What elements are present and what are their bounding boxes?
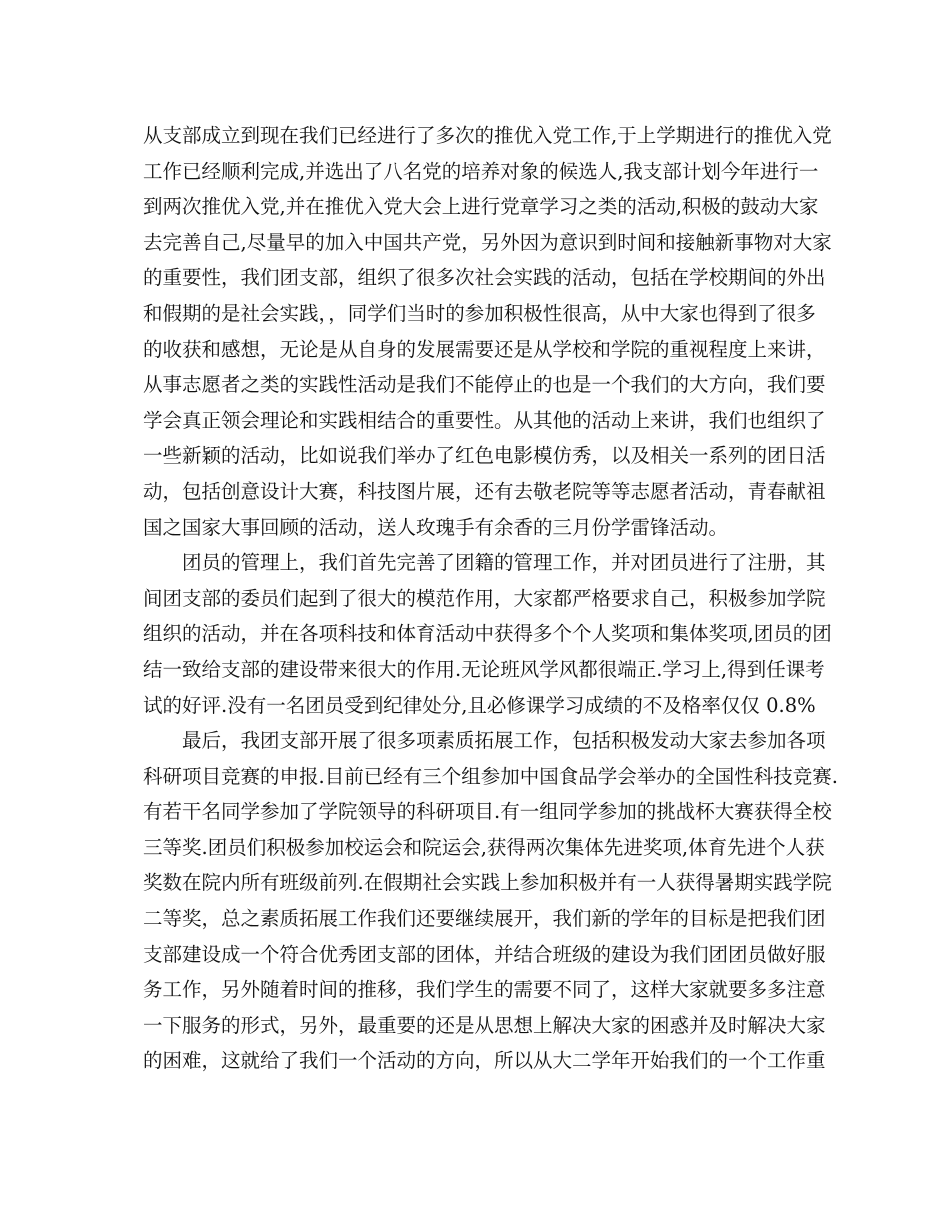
text-line: 间团支部的委员们起到了很大的模范作用，大家都严格要求自己，积极参加学院: [143, 586, 826, 610]
text-line: 结一致给支部的建设带来很大的作用.无论班风学风都很端正.学习上,得到任课考: [143, 657, 825, 681]
text-line: 三等奖.团员们积极参加校运会和院运会,获得两次集体先进奖项,体育先进个人获: [143, 835, 825, 859]
text-line: 二等奖，总之素质拓展工作我们还要继续展开，我们新的学年的目标是把我们团: [143, 907, 826, 931]
text-line: 从事志愿者之类的实践性活动是我们不能停止的也是一个我们的大方向，我们要: [143, 373, 826, 397]
body-text: [143, 118, 838, 1079]
text-line: 到两次推优入党,并在推优入党大会上进行党章学习之类的活动,积极的鼓动大家: [143, 195, 819, 219]
text-line: 奖数在院内所有班级前列.在假期社会实践上参加积极并有一人获得暑期实践学院: [143, 871, 832, 895]
text-line: 试的好评.没有一名团员受到纪律处分,且必修课学习成绩的不及格率仅仅 0.8%: [143, 693, 816, 717]
text-line: 工作已经顺利完成,并选出了八名党的培养对象的候选人,我支部计划今年进行一: [143, 159, 819, 183]
text-line: 一下服务的形式，另外，最重要的还是从思想上解决大家的困惑并及时解决大家: [143, 1013, 826, 1037]
text-line: 的困难，这就给了我们一个活动的方向，所以从大二学年开始我们的一个工作重: [143, 1049, 826, 1073]
text-line: 去完善自己,尽量早的加入中国共产党，另外因为意识到时间和接触新事物对大家: [143, 230, 832, 254]
text-line: 从支部成立到现在我们已经进行了多次的推优入党工作,于上学期进行的推优入党: [143, 124, 832, 147]
text-line: 组织的活动，并在各项科技和体育活动中获得多个个人奖项和集体奖项,团员的团: [143, 622, 832, 646]
paragraph: [143, 723, 838, 1079]
text-line: 一些新颖的活动，比如说我们举办了红色电影模仿秀，以及相关一系列的团日活: [143, 444, 826, 468]
text-line: 和假期的是社会实践，，同学们当时的参加积极性很高，从中大家也得到了很多: [143, 301, 816, 325]
text-line: 有若干名同学参加了学院领导的科研项目.有一组同学参加的挑战杯大赛获得全校: [143, 800, 832, 824]
text-line: 国之国家大事回顾的活动，送人玫瑰手有余香的三月份学雷锋活动。: [143, 515, 729, 539]
text-line: 务工作，另外随着时间的推移，我们学生的需要不同了，这样大家就要多多注意: [143, 978, 826, 1002]
text-line: 的重要性，我们团支部，组织了很多次社会实践的活动，包括在学校期间的外出: [143, 266, 826, 290]
text-line: 最后，我团支部开展了很多项素质拓展工作，包括积极发动大家去参加各项: [182, 729, 826, 753]
text-line: 学会真正领会理论和实践相结合的重要性。从其他的活动上来讲，我们也组织了: [143, 408, 826, 432]
text-line: 支部建设成一个符合优秀团支部的团体，并结合班级的建设为我们团团员做好服: [143, 942, 826, 966]
text-line: 动，包括创意设计大赛，科技图片展，还有去敬老院等等志愿者活动，青春献祖: [143, 479, 826, 503]
text-line: 的收获和感想，无论是从自身的发展需要还是从学校和学院的重视程度上来讲，: [143, 337, 826, 361]
paragraph: [143, 545, 832, 723]
paragraph: [143, 118, 832, 545]
text-line: 团员的管理上，我们首先完善了团籍的管理工作，并对团员进行了注册，其: [182, 551, 826, 575]
text-line: 科研项目竞赛的申报.目前已经有三个组参加中国食品学会举办的全国性科技竞赛.: [143, 764, 838, 788]
